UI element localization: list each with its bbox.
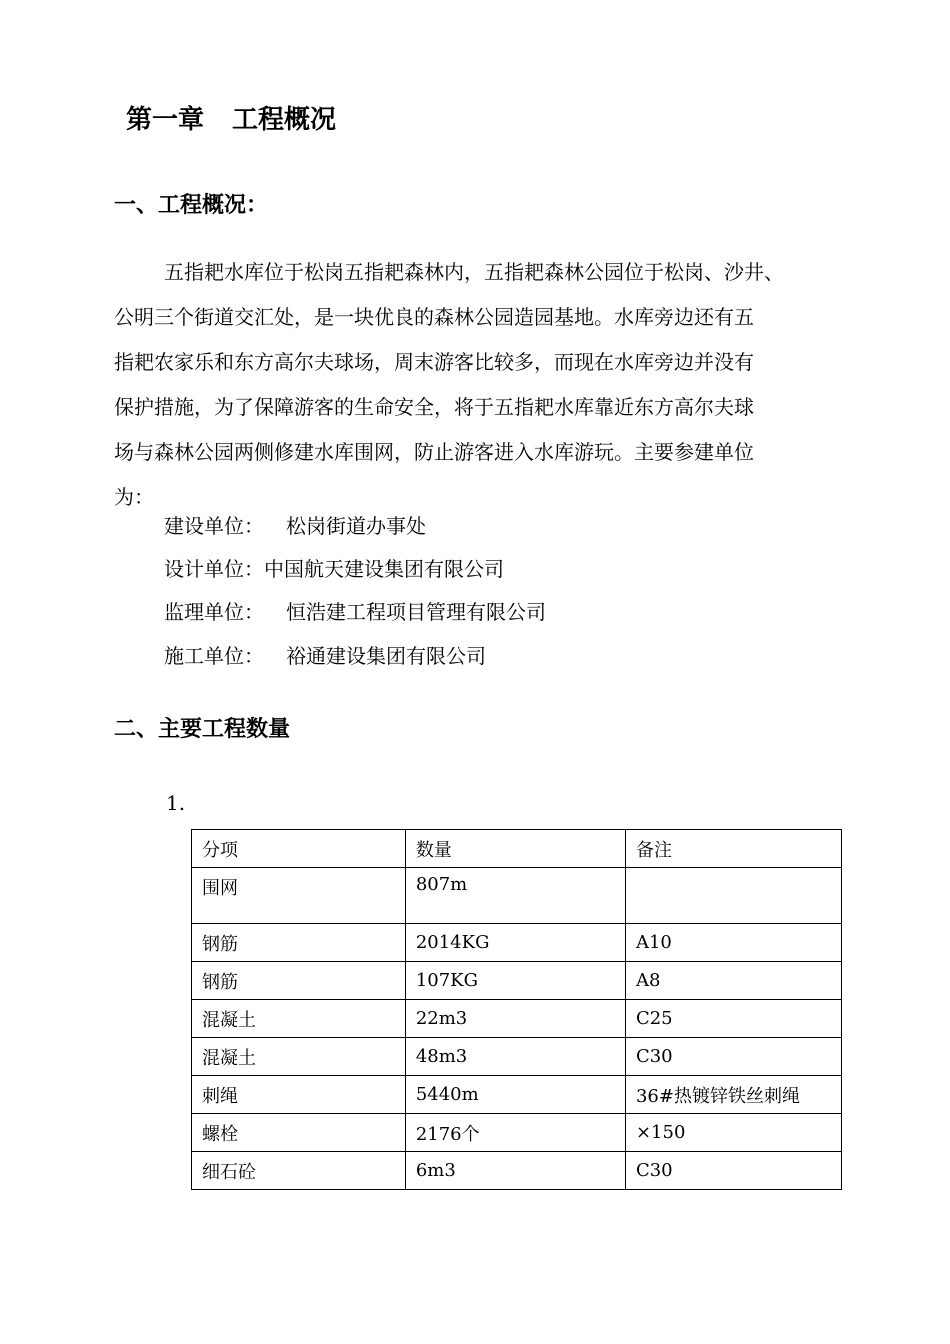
design-unit <box>164 553 504 585</box>
table-cell: 围网 <box>192 868 406 924</box>
table-cell: 5440m <box>405 1076 625 1114</box>
unit-label: 设计单位： <box>164 557 264 581</box>
unit-label: 建设单位： <box>164 514 264 538</box>
chapter-title <box>126 102 336 138</box>
table-cell: 螺栓 <box>192 1114 406 1152</box>
table-row <box>192 1076 842 1114</box>
unit-label: 施工单位： <box>164 644 264 668</box>
table-cell: 钢筋 <box>192 924 406 962</box>
table-cell: 刺绳 <box>192 1076 406 1114</box>
table-cell: A10 <box>625 924 841 962</box>
table-cell: 48m3 <box>405 1038 625 1076</box>
overview-paragraph <box>114 250 834 520</box>
section-2-heading: 二、主要工程数量 <box>114 717 291 742</box>
quantity-table <box>191 829 842 1190</box>
unit-label: 监理单位： <box>164 600 264 624</box>
table-header-cell: 分项 <box>192 830 406 868</box>
table-row <box>192 962 842 1000</box>
table-cell: 2176个 <box>405 1114 625 1152</box>
table-row <box>192 924 842 962</box>
construction-unit <box>164 510 426 542</box>
table-header-cell: 备注 <box>625 830 841 868</box>
table-cell: 6m3 <box>405 1152 625 1190</box>
table-row <box>192 1152 842 1190</box>
table-header-row <box>192 830 842 868</box>
chapter-number: 第一章 <box>126 105 205 135</box>
table-row <box>192 1114 842 1152</box>
table-cell: 细石砼 <box>192 1152 406 1190</box>
table-row <box>192 1000 842 1038</box>
paragraph-line: 保护措施，为了保障游客的生命安全，将于五指耙水库靠近东方高尔夫球 <box>114 395 754 419</box>
table-cell: 2014KG <box>405 924 625 962</box>
table-cell: 36#热镀锌铁丝刺绳 <box>625 1076 841 1114</box>
unit-value: 中国航天建设集团有限公司 <box>264 557 504 581</box>
unit-value: 恒浩建工程项目管理有限公司 <box>286 600 546 624</box>
table-cell: 钢筋 <box>192 962 406 1000</box>
table-cell: 807m <box>405 868 625 924</box>
table-cell: 22m3 <box>405 1000 625 1038</box>
contractor-unit <box>164 640 486 672</box>
table-cell <box>625 868 841 924</box>
list-number: 1. <box>166 791 186 815</box>
table-cell: 混凝土 <box>192 1000 406 1038</box>
table-header-cell: 数量 <box>405 830 625 868</box>
table-cell: C30 <box>625 1152 841 1190</box>
table-cell: A8 <box>625 962 841 1000</box>
table-cell: C30 <box>625 1038 841 1076</box>
section-1-heading: 一、工程概况： <box>114 193 269 218</box>
paragraph-line: 为： <box>114 485 154 509</box>
table-row <box>192 1038 842 1076</box>
supervision-unit <box>164 596 546 628</box>
paragraph-line: 场与森林公园两侧修建水库围网，防止游客进入水库游玩。主要参建单位 <box>114 440 754 464</box>
table-cell: 107KG <box>405 962 625 1000</box>
paragraph-line: 五指耙水库位于松岗五指耙森林内，五指耙森林公园位于松岗、沙井、 <box>164 260 784 284</box>
paragraph-line: 公明三个街道交汇处，是一块优良的森林公园造园基地。水库旁边还有五 <box>114 305 754 329</box>
paragraph-line: 指耙农家乐和东方高尔夫球场，周末游客比较多，而现在水库旁边并没有 <box>114 350 754 374</box>
table-cell: ×150 <box>625 1114 841 1152</box>
table-cell: C25 <box>625 1000 841 1038</box>
table-cell: 混凝土 <box>192 1038 406 1076</box>
unit-value: 松岗街道办事处 <box>286 514 426 538</box>
chapter-name: 工程概况 <box>232 105 337 135</box>
unit-value: 裕通建设集团有限公司 <box>286 644 486 668</box>
table-row <box>192 868 842 924</box>
